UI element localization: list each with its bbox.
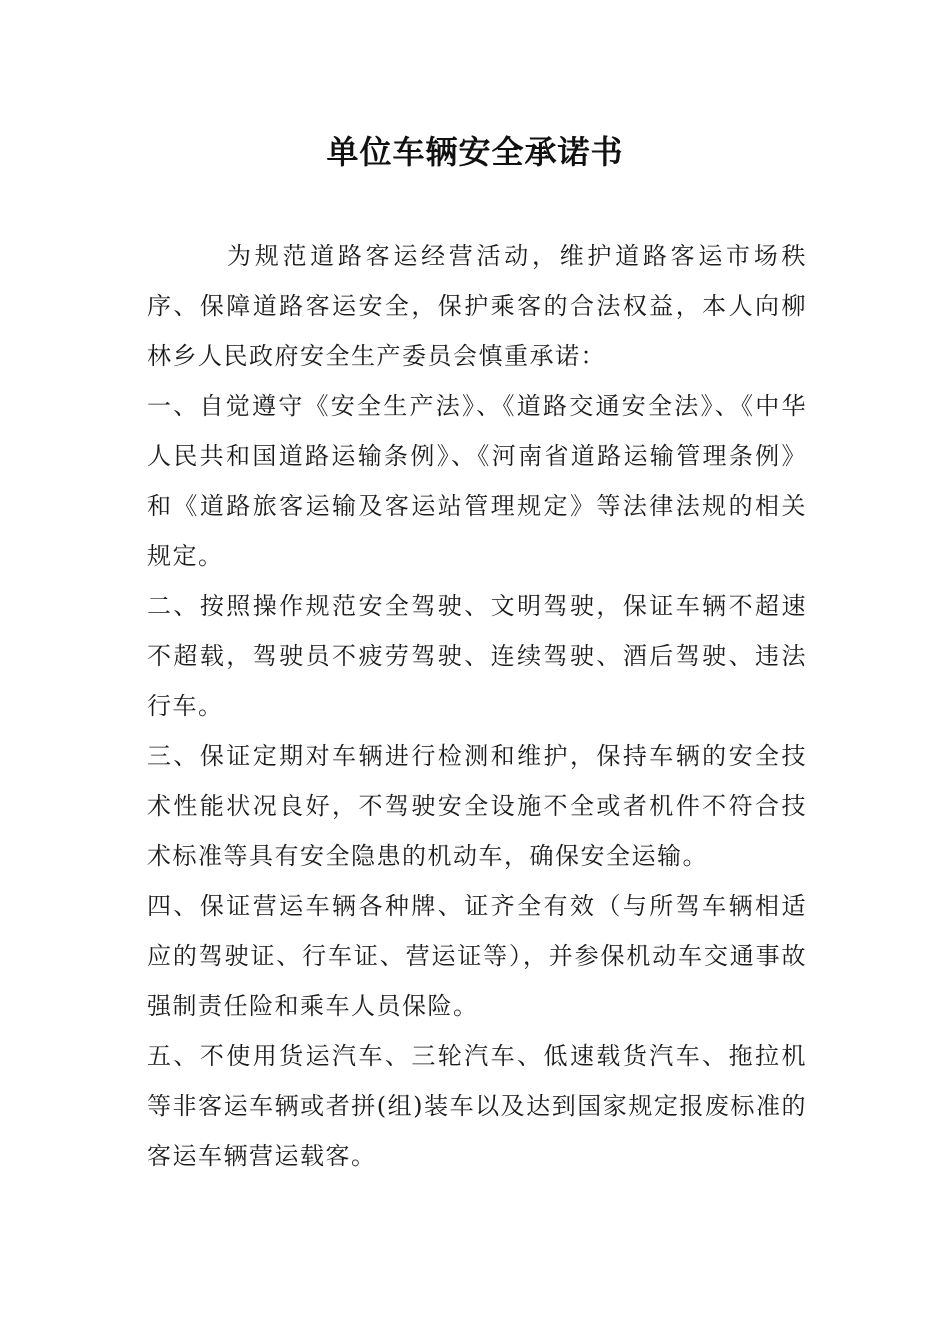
commitment-item-1: 一、自觉遵守《安全生产法》、《道路交通安全法》、《中华人民共和国道路运输条例》、《河南省道路运输管理条例》和《道路旅客运输及客运站管理规定》等法律法规的相关规定。 [147, 392, 807, 570]
commitment-item-4: 四、保证营运车辆各种牌、证齐全有效（与所驾车辆相适应的驾驶证、行车证、营运证等），并参保机动车交通事故强制责任险和乘车人员保险。 [147, 892, 807, 1020]
commitment-item-2: 二、按照操作规范安全驾驶、文明驾驶，保证车辆不超速不超载，驾驶员不疲劳驾驶、连续驾驶、酒后驾驶、违法行车。 [147, 592, 807, 720]
commitment-item-5: 五、不使用货运汽车、三轮汽车、低速载货汽车、拖拉机等非客运车辆或者拼(组)装车以及达到国家规定报废标准的客运车辆营运载客。 [147, 1042, 807, 1170]
intro-paragraph: 为规范道路客运经营活动，维护道路客运市场秩序、保障道路客运安全，保护乘客的合法权益，本人向柳林乡人民政府安全生产委员会慎重承诺： [147, 242, 807, 370]
document-body [147, 231, 807, 1181]
document-title: 单位车辆安全承诺书 [326, 133, 624, 171]
commitment-item-3: 三、保证定期对车辆进行检测和维护，保持车辆的安全技术性能状况良好，不驾驶安全设施不全或者机件不符合技术标准等具有安全隐患的机动车，确保安全运输。 [147, 742, 807, 870]
